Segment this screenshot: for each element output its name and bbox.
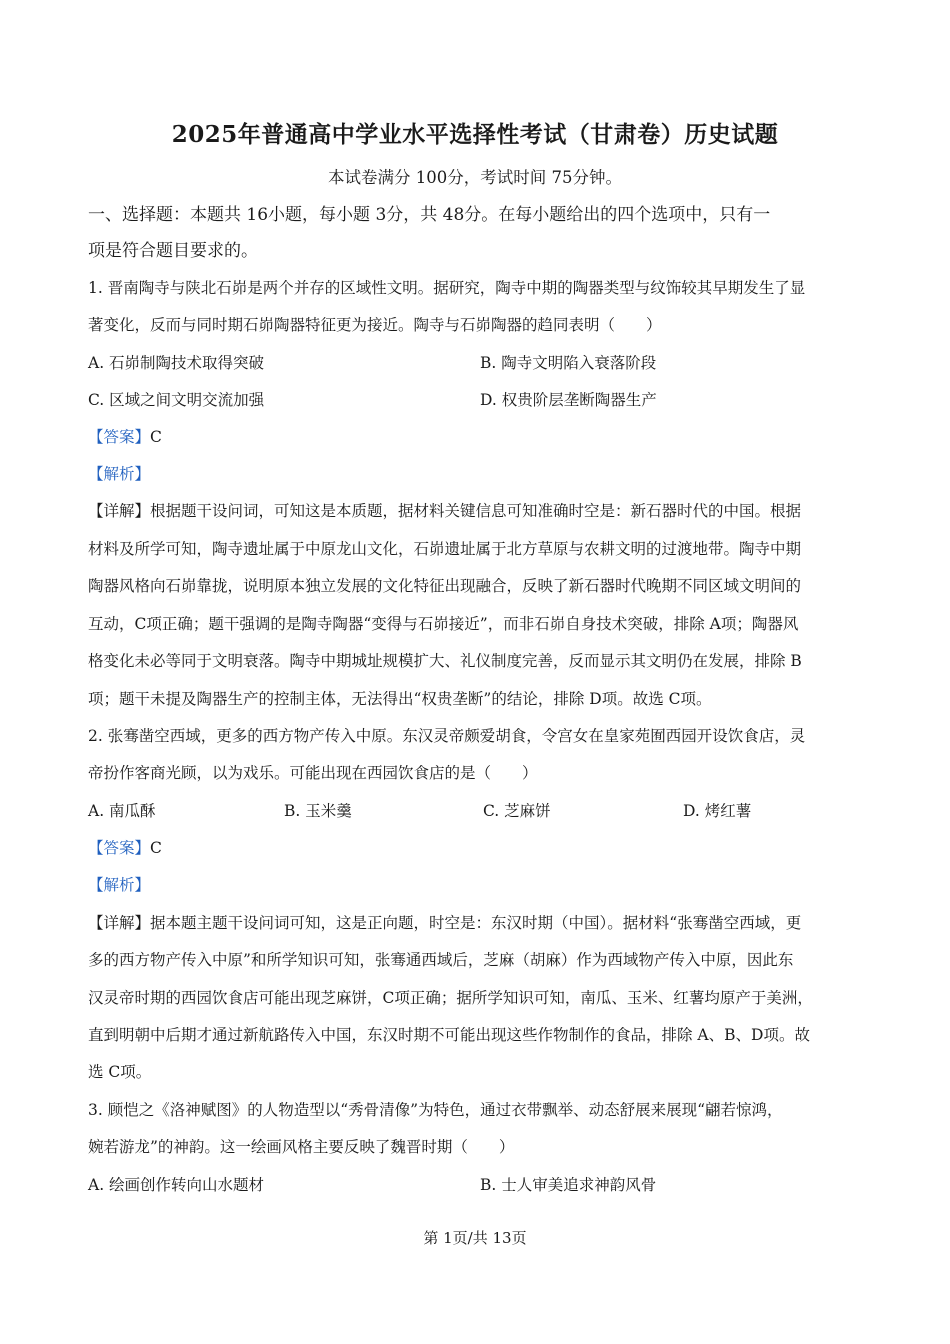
q1-detail-line2: 材料及所学可知，陶寺遗址属于中原龙山文化，石峁遗址属于北方草原与农耕文明的过渡地带。陶寺中期 bbox=[88, 540, 802, 558]
q1-option-d: D. 权贵阶层垄断陶器生产 bbox=[480, 391, 657, 409]
q1-detail-line1: 【详解】根据题干设问词，可知这是本质题，据材料关键信息可知准确时空是：新石器时代的中国。根据 bbox=[88, 502, 802, 520]
section-heading-line2: 项是符合题目要求的。 bbox=[88, 241, 258, 261]
q1-option-a: A. 石峁制陶技术取得突破 bbox=[88, 354, 265, 372]
answer-tag: 【答案】 bbox=[88, 428, 151, 446]
q1-option-b: B. 陶寺文明陷入衰落阶段 bbox=[480, 354, 657, 372]
q1-stem-line1: 1. 晋南陶寺与陕北石峁是两个并存的区域性文明。据研究，陶寺中期的陶器类型与纹饰较其早期发生了显 bbox=[88, 279, 806, 297]
q3-option-b: B. 士人审美追求神韵风骨 bbox=[480, 1176, 657, 1194]
q3-option-a: A. 绘画创作转向山水题材 bbox=[88, 1176, 265, 1194]
answer-value: C bbox=[150, 428, 162, 446]
q1-detail-line4: 互动，C项正确；题干强调的是陶寺陶器“变得与石峁接近”，而非石峁自身技术突破，排除 A项；陶器风 bbox=[88, 615, 799, 633]
q3-stem-line2: 婉若游龙”的神韵。这一绘画风格主要反映了魏晋时期（ ） bbox=[88, 1138, 515, 1156]
q2-stem-line2: 帝扮作客商光顾，以为戏乐。可能出现在西园饮食店的是（ ） bbox=[88, 764, 538, 782]
section-heading-line1: 一、选择题：本题共 16小题，每小题 3分，共 48分。在每小题给出的四个选项中，只有一 bbox=[88, 205, 771, 225]
q2-detail-line5: 选 C项。 bbox=[88, 1063, 152, 1081]
answer-value: C bbox=[150, 839, 162, 857]
q2-detail-line4: 直到明朝中后期才通过新航路传入中国，东汉时期不可能出现这些作物制作的食品，排除 A、B、D项。故 bbox=[88, 1026, 810, 1044]
q2-option-b: B. 玉米羹 bbox=[284, 802, 352, 820]
q1-analysis-tag: 【解析】 bbox=[88, 465, 151, 483]
q2-stem-line1: 2. 张骞凿空西域，更多的西方物产传入中原。东汉灵帝颇爱胡食，令宫女在皇家苑囿西园开设饮食店，灵 bbox=[88, 727, 806, 745]
page-title: 2025年普通高中学业水平选择性考试（甘肃卷）历史试题 bbox=[171, 121, 779, 148]
q1-stem-line2: 著变化，反而与同时期石峁陶器特征更为接近。陶寺与石峁陶器的趋同表明（ ） bbox=[88, 316, 662, 334]
q2-analysis-tag: 【解析】 bbox=[88, 876, 151, 894]
q2-option-a: A. 南瓜酥 bbox=[88, 802, 156, 820]
q1-detail-line5: 格变化未必等同于文明衰落。陶寺中期城址规模扩大、礼仪制度完善，反而显示其文明仍在发展，排除 B bbox=[88, 652, 802, 670]
q1-answer bbox=[88, 425, 162, 447]
detail-tag: 【详解】 bbox=[88, 502, 151, 520]
page-number: 第 1页/共 13页 bbox=[423, 1229, 527, 1247]
q1-detail-line3: 陶器风格向石峁靠拢，说明原本独立发展的文化特征出现融合，反映了新石器时代晚期不同区域文明间的 bbox=[88, 577, 802, 595]
detail-tag: 【详解】 bbox=[88, 914, 151, 932]
q2-option-d: D. 烤红薯 bbox=[683, 802, 752, 820]
q2-detail-line1: 【详解】据本题主题干设问词可知，这是正向题，时空是：东汉时期（中国）。据材料“张骞凿空西域，更 bbox=[88, 914, 802, 932]
q1-detail-line6: 项；题干未提及陶器生产的控制主体，无法得出“权贵垄断”的结论，排除 D项。故选 C项。 bbox=[88, 690, 712, 708]
q3-stem-line1: 3. 顾恺之《洛神赋图》的人物造型以“秀骨清像”为特色，通过衣带飘举、动态舒展来展现“翩若惊鸿， bbox=[88, 1101, 783, 1119]
q2-answer bbox=[88, 836, 162, 858]
q1-option-c: C. 区域之间文明交流加强 bbox=[88, 391, 265, 409]
q2-detail-line2: 多的西方物产传入中原”和所学知识可知，张骞通西域后，芝麻（胡麻）作为西域物产传入中原，因此东 bbox=[88, 951, 794, 969]
answer-tag: 【答案】 bbox=[88, 839, 151, 857]
q2-detail-line3: 汉灵帝时期的西园饮食店可能出现芝麻饼，C项正确；据所学知识可知，南瓜、玉米、红薯均原产于美洲， bbox=[88, 989, 813, 1007]
q2-option-c: C. 芝麻饼 bbox=[483, 802, 551, 820]
exam-instructions: 本试卷满分 100分，考试时间 75分钟。 bbox=[328, 168, 622, 187]
